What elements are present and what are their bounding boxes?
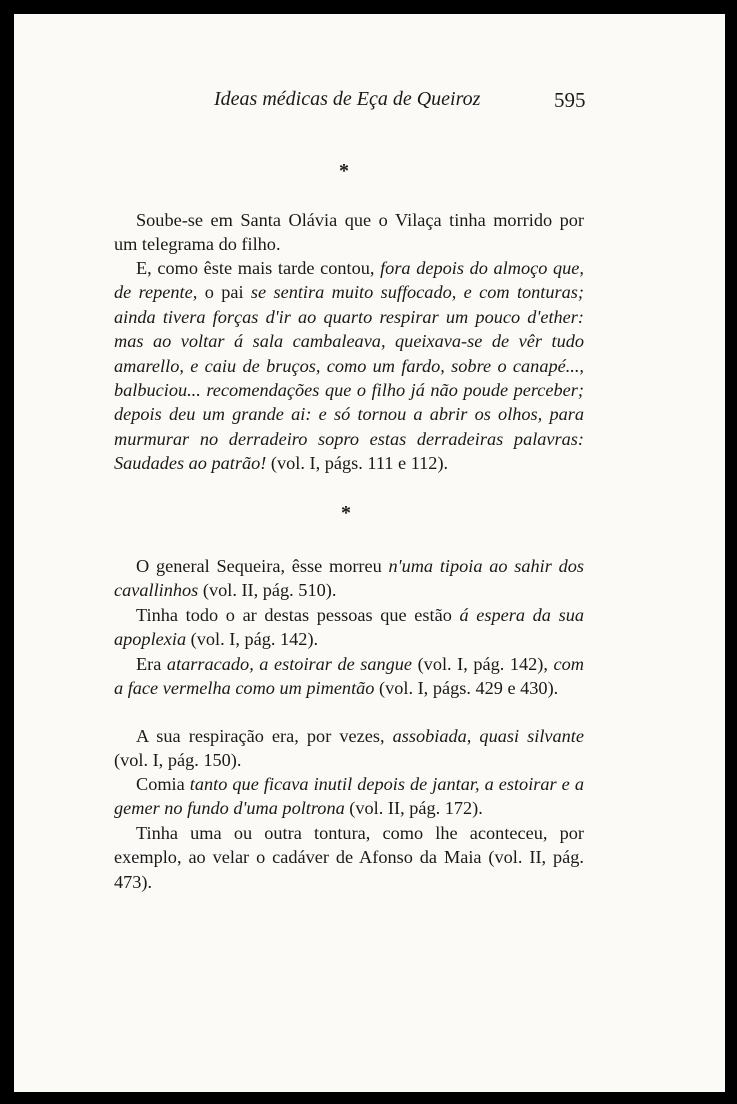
paragraph-vilaca-death: Soube-se em Santa Olávia que o Vilaça tinha morrido por um telegrama do filho. bbox=[114, 210, 584, 255]
page-number: 595 bbox=[554, 88, 586, 112]
section-separator: * bbox=[339, 160, 349, 182]
paragraph-general-sequeira: O general Sequeira, êsse morreu n'uma tipoia ao sahir dos cavallinhos (vol. II, pág. 510). bbox=[114, 556, 584, 601]
section-separator: * bbox=[341, 502, 351, 524]
paragraph-comia: Comia tanto que ficava inutil depois de jantar, a estoirar e a gemer no fundo d'uma poltrona (vol. II, pág. 172). bbox=[114, 774, 584, 819]
paragraph-atarracado: Era atarracado, a estoirar de sangue (vol. I, pág. 142), com a face vermelha como um pimentão (vol. I, págs. 429 e 430). bbox=[114, 654, 584, 699]
book-page bbox=[14, 14, 725, 1092]
paragraph-apoplexia: Tinha todo o ar destas pessoas que estão á espera da sua apoplexia (vol. I, pág. 142). bbox=[114, 605, 584, 650]
paragraph-tontura: Tinha uma ou outra tontura, como lhe aconteceu, por exemplo, ao velar o cadáver de Afonso da Maia (vol. II, pág. 473). bbox=[114, 823, 584, 892]
running-header-title: Ideas médicas de Eça de Queiroz bbox=[214, 88, 481, 110]
paragraph-respiracao: A sua respiração era, por vezes, assobiada, quasi silvante (vol. I, pág. 150). bbox=[114, 726, 584, 771]
paragraph-vilaca-account: E, como êste mais tarde contou, fora depois do almoço que, de repente, o pai se sentira muito suffocado, e com tonturas; ainda tivera forças d'ir ao quarto respirar um pouco d'ether: mas ao voltar á sala cambaleava, queixava-se de vêr tudo amarello, e caiu de bruços, como um fardo, sobre o canapé..., balbuciou... recomendações que o filho já não poude perceber; depois deu um grande ai: e só tornou a abrir os olhos, para murmurar no derradeiro sopro estas derradeiras palavras: Saudades ao patrão! (vol. I, págs. 111 e 112). bbox=[114, 258, 584, 474]
